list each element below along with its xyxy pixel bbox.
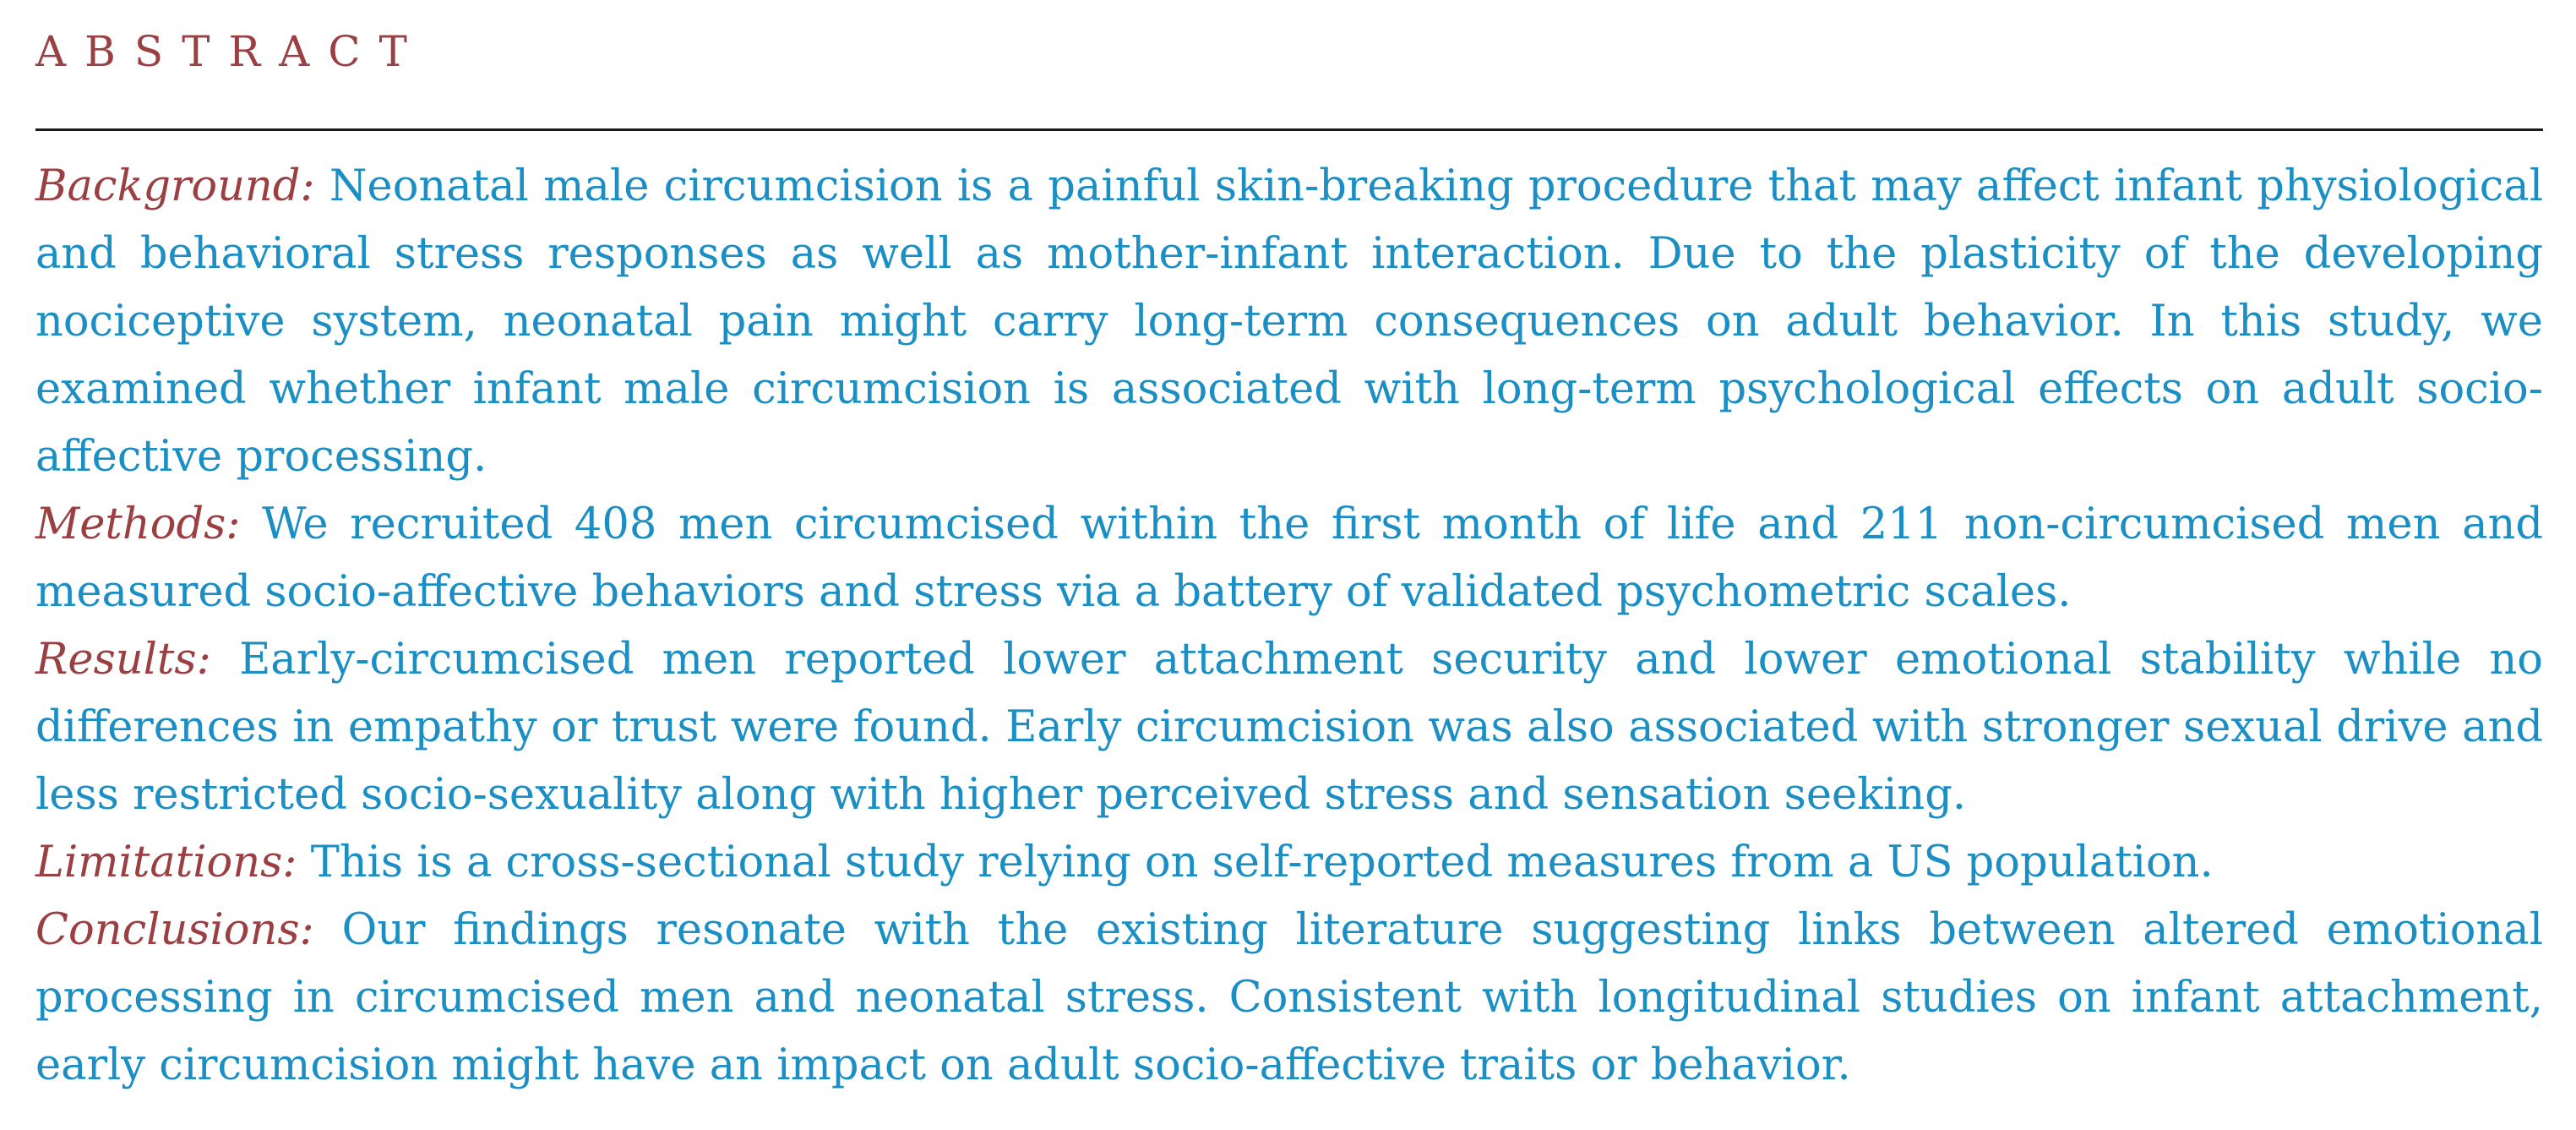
limitations-text: This is a cross-sectional study relying on self-reported measures from a US population. (310, 838, 2214, 887)
background-label: Background: (35, 161, 315, 211)
background-paragraph (35, 153, 2543, 491)
abstract-block (35, 0, 2543, 1100)
methods-paragraph (35, 491, 2543, 626)
methods-text: We recruited 408 men circumcised within the first month of life and 211 non-circumcised men and measured socio-affective behaviors and stress via a battery of validated psychometric scales. (35, 499, 2543, 617)
results-label: Results: (35, 635, 211, 685)
limitations-label: Limitations: (35, 838, 297, 887)
conclusions-paragraph (35, 897, 2543, 1100)
conclusions-text: Our findings resonate with the existing literature suggesting links between altered emotional processing in circumcised men and neonatal stress. Consistent with longitudinal studies on infant attachment, early circumcision might have an impact on adult socio-affective traits or behavior. (35, 905, 2543, 1090)
results-paragraph (35, 626, 2543, 829)
conclusions-label: Conclusions: (35, 905, 314, 955)
abstract-body (35, 153, 2543, 1100)
limitations-paragraph (35, 829, 2543, 897)
horizontal-rule (35, 128, 2543, 131)
results-text: Early-circumcised men reported lower attachment security and lower emotional stability while no differences in empathy or trust were found. Early circumcision was also associated with stronger sexual drive and less restricted socio-sexuality along with higher perceived stress and sensation seeking. (35, 635, 2543, 820)
methods-label: Methods: (35, 499, 241, 549)
abstract-heading: ABSTRACT (35, 27, 426, 76)
background-text: Neonatal male circumcision is a painful skin-breaking procedure that may affect infant physiological and behavioral stress responses as well as mother-infant interaction. Due to the plasticity of the developing nociceptive system, neonatal pain might carry long-term consequences on adult behavior. In this study, we examined whether infant male circumcision is associated with long-term psychological effects on adult socio-affective processing. (35, 161, 2544, 482)
